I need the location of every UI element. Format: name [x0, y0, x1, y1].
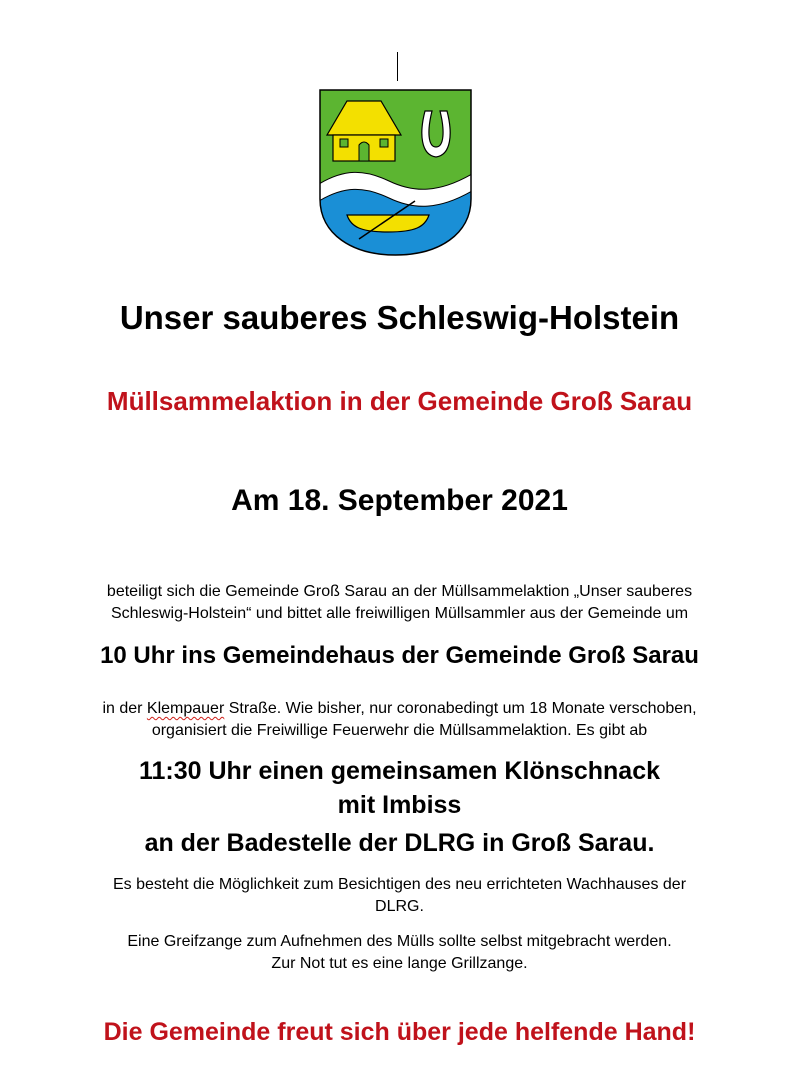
details-text-post: Straße. Wie bisher, nur coronabedingt um 18 Monate verschoben,	[224, 700, 697, 717]
closing-line: Die Gemeinde freut sich über jede helfende Hand!	[103, 1018, 696, 1046]
info-line-2: DLRG.	[375, 898, 424, 915]
event-line-3: an der Badestelle der DLRG in Groß Sarau.	[144, 829, 655, 857]
text-cursor	[397, 52, 398, 81]
event-line-2: mit Imbiss	[337, 791, 462, 819]
coat-of-arms-icon	[319, 89, 472, 257]
subtitle: Müllsammelaktion in der Gemeinde Groß Sarau	[106, 386, 693, 416]
details-line-1	[0, 699, 799, 719]
details-text-pre: in der	[102, 700, 147, 717]
details-line-2: organisiert die Freiwillige Feuerwehr die Müllsammelaktion. Es gibt ab	[151, 722, 648, 739]
page-title: Unser sauberes Schleswig-Holstein	[119, 299, 680, 336]
event-line-1: 11:30 Uhr einen gemeinsamen Klönschnack	[138, 757, 661, 785]
meeting-heading: 10 Uhr ins Gemeindehaus der Gemeinde Groß Sarau	[100, 642, 699, 669]
intro-line-2: Schleswig-Holstein“ und bittet alle freiwilligen Müllsammler aus der Gemeinde um	[110, 605, 689, 622]
spellcheck-word: Klempauer	[146, 700, 225, 717]
event-date: Am 18. September 2021	[231, 484, 568, 517]
intro-line-1: beteiligt sich die Gemeinde Groß Sarau an der Müllsammelaktion „Unser sauberes	[106, 583, 693, 600]
note-line-2: Zur Not tut es eine lange Grillzange.	[271, 955, 528, 972]
info-line-1: Es besteht die Möglichkeit zum Besichtigen des neu errichteten Wachhauses der	[112, 876, 687, 893]
note-line-1: Eine Greifzange zum Aufnehmen des Mülls sollte selbst mitgebracht werden.	[127, 933, 672, 950]
